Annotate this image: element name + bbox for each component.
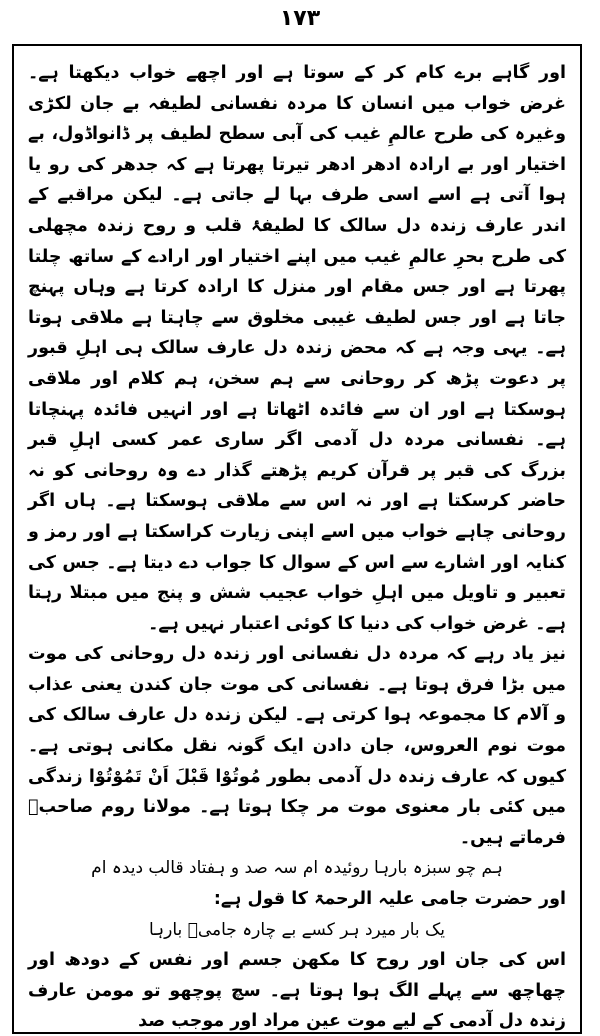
page-frame [12,44,582,1034]
page-number: ۱۷۳ [279,6,321,31]
paragraph-soul: اس کی جان اور روح کا مکھن جسم اور نفس کے دودھ اور چھاچھ سے پہلے الگ ہوا ہوتا ہے۔ سچ پوچھو تو مومن عارف زندہ دل آدمی کے لیے موت عین مراد اور موجب صد [28,950,566,1032]
verse-jami: یک بار میرد ہر کسے بے چارہ جامیؒ بارہا [148,919,446,940]
paragraph-dreams: اور گاہے برے کام کر کے سوتا ہے اور اچھے خواب دیکھتا ہے۔ غرض خواب میں انسان کا مردہ نفسانی لطیفہ بے جان لکڑی وغیرہ کی طرح عالمِ غیب کی آبی سطح لطیف پر ڈانواڈول، بے اختیار اور بے ارادہ ادھر ادھر تیرتا پھرتا ہے کہ جدھر کی رو یا ہوا آتی ہے اسے اسی طرف بہا لے جاتی ہے۔ لیکن مراقبے کے اندر عارف زندہ دل سالک کا لطیفۂ قلب و روح زندہ مچھلی کی طرح بحرِ عالمِ غیب میں اپنے اختیار اور ارادے کے ساتھ چلتا پھرتا ہے اور جس مقام اور منزل کا ارادہ کرتا ہے وہاں پہنچ جاتا ہے اور جس لطیف غیبی مخلوق سے چاہتا ہے ملاقی ہوتا ہے۔ یہی وجہ ہے کہ محض زندہ دل عارف سالک ہی اہلِ قبور پر دعوت پڑھ کر روحانی سے ہم سخن، ہم کلام اور ملاقی ہوسکتا ہے اور ان سے فائدہ اٹھاتا ہے اور انہیں فائدہ پہنچاتا ہے۔ نفسانی مردہ دل آدمی اگر ساری عمر کسی اہلِ قبر بزرگ کی قبر پر قرآن کریم پڑھتے گذار دے وہ روحانی کو نہ حاضر کرسکتا ہے اور نہ اس سے ملاقی ہوسکتا ہے۔ ہاں اگر روحانی چاہے خواب میں اسے اپنی زیارت کراسکتا ہے اور رمز و کنایہ اور اشارے سے اس کے سوال کا جواب دے دیتا ہے۔ جس کی تعبیر و تاویل میں اہلِ خواب عجیب شش و پنج میں مبتلا رہتا ہے۔ غرض خواب کی دنیا کا کوئی اعتبار نہیں ہے۔ [28,63,566,634]
paragraph-jami-intro: اور حضرت جامی علیہ الرحمۃ کا قول ہے: [213,889,566,910]
page-body [28,58,566,1032]
paragraph-death: نیز یاد رہے کہ مردہ دل نفسانی اور زندہ دل روحانی کی موت میں بڑا فرق ہوتا ہے۔ نفسانی کی موت جان کندن یعنی عذاب و آلام کا مجموعہ ہوا کرتی ہے۔ لیکن زندہ دل عارف سالک کی موت نوم العروس، جان دادن ایک گونہ نقل مکانی ہوتی ہے۔ کیوں کہ عارف زندہ دل آدمی بطور مُوتُوْا قَبْلَ اَنْ تَمُوْتُوْا زندگی میں کئی بار معنوی موت مر چکا ہوتا ہے۔ مولانا روم صاحبؒ فرماتے ہیں۔ [28,644,566,848]
verse-rumi: ہم چو سبزہ بارہا روئیدہ ام سہ صد و ہفتاد قالب دیدہ ام [91,858,503,879]
